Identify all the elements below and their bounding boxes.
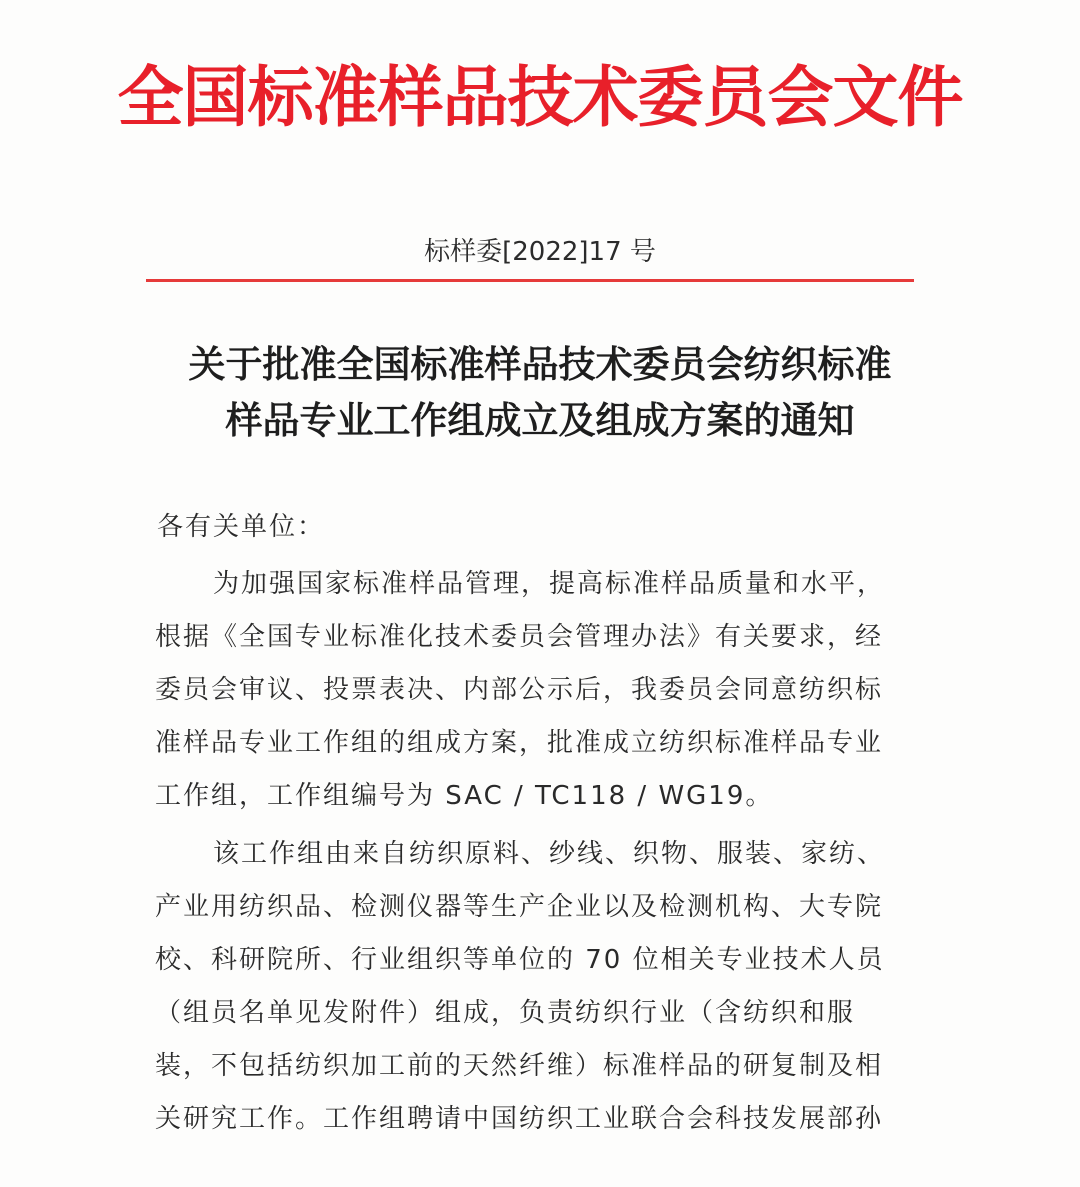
paragraph-line: 关研究工作。工作组聘请中国纺织工业联合会科技发展部孙 — [155, 1104, 884, 1134]
paragraph-line: 工作组，工作组编号为 SAC / TC118 / WG19。 — [155, 781, 774, 811]
document-header-title: 全国标准样品技术委员会文件 — [117, 59, 963, 136]
paragraph-line: （组员名单见发附件）组成，负责纺织行业（含纺织和服 — [155, 998, 856, 1028]
paragraph-line: 根据《全国专业标准化技术委员会管理办法》有关要求，经 — [155, 622, 884, 652]
paragraph-line: 该工作组由来自纺织原料、纱线、织物、服装、家纺、 — [213, 839, 886, 869]
subject-line: 样品专业工作组成立及组成方案的通知 — [225, 398, 855, 442]
body-paragraph-2 — [155, 828, 915, 1146]
paragraph-line: 装，不包括纺织加工前的天然纤维）标准样品的研复制及相 — [155, 1051, 884, 1081]
paragraph-line: 为加强国家标准样品管理，提高标准样品质量和水平， — [213, 569, 886, 599]
subject-line: 关于批准全国标准样品技术委员会纺织标准 — [188, 342, 892, 386]
paragraph-line: 准样品专业工作组的组成方案，批准成立纺织标准样品专业 — [155, 728, 884, 758]
paragraph-line: 校、科研院所、行业组织等单位的 70 位相关专业技术人员 — [155, 945, 885, 975]
paragraph-line: 委员会审议、投票表决、内部公示后，我委员会同意纺织标 — [155, 675, 884, 705]
salutation: 各有关单位： — [157, 512, 326, 542]
document-subject — [0, 336, 1080, 448]
paragraph-line: 产业用纺织品、检测仪器等生产企业以及检测机构、大专院 — [155, 892, 884, 922]
document-number: 标样委[2022]17 号 — [424, 237, 656, 267]
header-divider-line — [146, 279, 914, 282]
body-paragraph-1 — [155, 558, 915, 823]
